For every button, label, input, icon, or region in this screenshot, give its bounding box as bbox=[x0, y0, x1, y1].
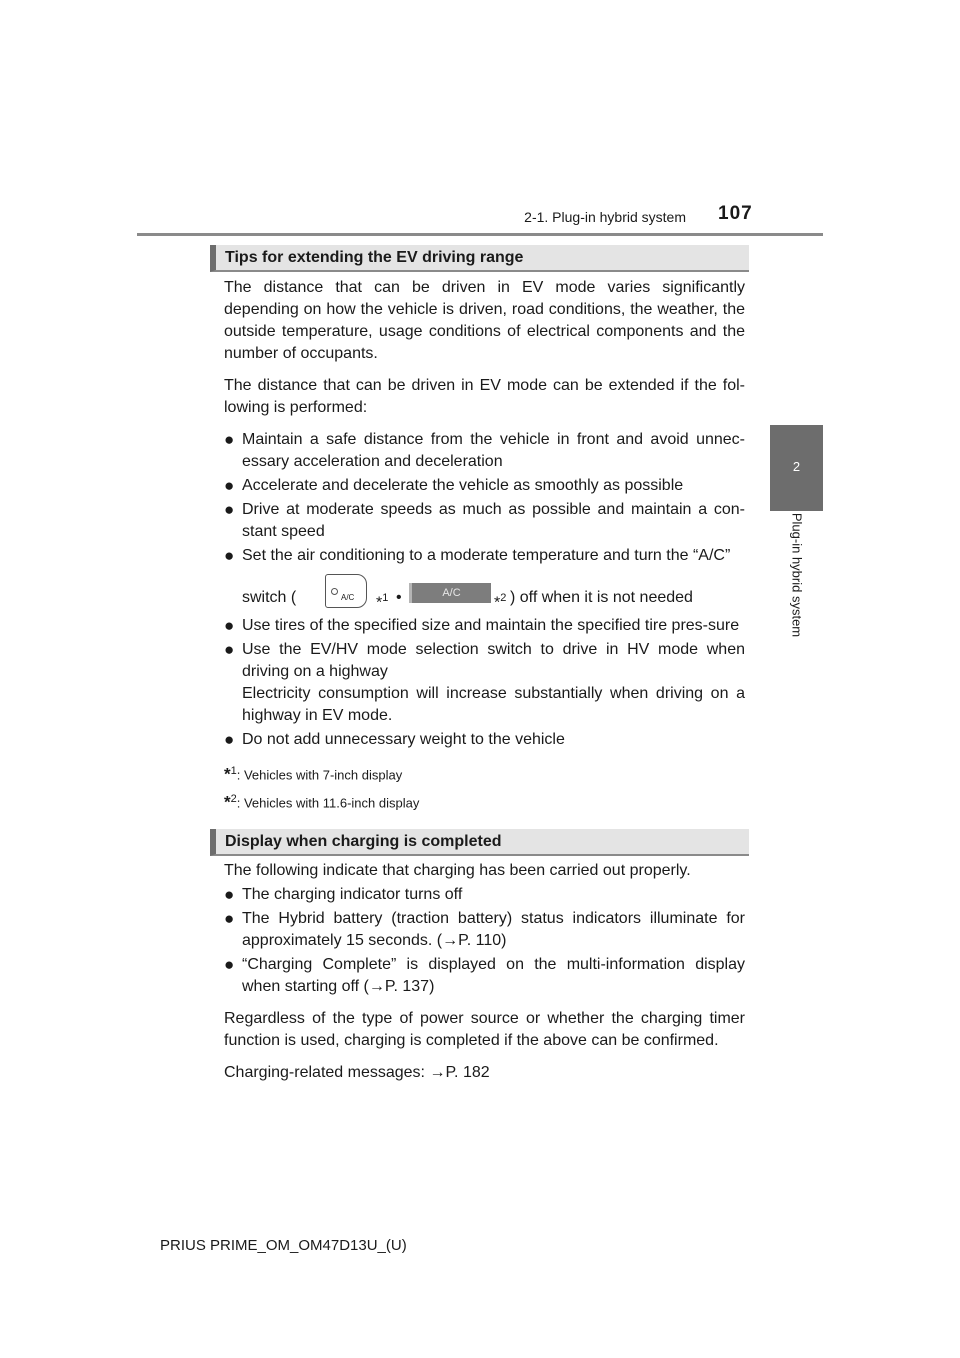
header-rule bbox=[137, 233, 823, 236]
paragraph: The distance that can be driven in EV mode can be extended if the fol-lowing is performed: bbox=[224, 377, 745, 416]
list-item bbox=[224, 475, 745, 497]
chapter-tab bbox=[770, 425, 823, 511]
section-heading-text: Display when charging is completed bbox=[225, 833, 502, 850]
switch-suffix: ) off when it is not needed bbox=[510, 589, 693, 606]
bullet-icon: ● bbox=[224, 885, 235, 904]
list-item bbox=[224, 615, 745, 637]
list-item bbox=[224, 954, 745, 998]
list-item-text: The Hybrid battery (traction battery) status indicators illuminate for approximately 15 seconds. (→P. 110) bbox=[242, 910, 745, 949]
list-item-text: “Charging Complete” is displayed on the multi-information display when starting off (→P. 137) bbox=[242, 956, 745, 995]
footnote-1: *$^1$: Vehicles with 7-inch display bbox=[224, 764, 403, 784]
list-item bbox=[224, 729, 745, 751]
indicator-led-icon bbox=[331, 588, 338, 595]
ac-button-label: A/C bbox=[341, 593, 355, 602]
section-heading-ev-range bbox=[210, 245, 749, 272]
list-item-text: Drive at moderate speeds as much as possible and maintain a con-stant speed bbox=[242, 501, 745, 540]
bullet-icon: ● bbox=[224, 955, 235, 974]
section-body-charging-complete bbox=[224, 860, 745, 1094]
list-item-text: The charging indicator turns off bbox=[242, 886, 463, 903]
list-item-text: Do not add unnecessary weight to the vehicle bbox=[242, 731, 565, 748]
list-item-text: Set the air conditioning to a moderate temperature and turn the “A/C” bbox=[242, 547, 731, 564]
cross-reference: Charging-related messages: →P. 182 bbox=[224, 1064, 490, 1081]
switch-prefix: switch ( bbox=[242, 589, 297, 606]
ac-button-7inch-icon bbox=[325, 574, 367, 608]
footnote-ref-1: *$^1$ bbox=[376, 592, 389, 612]
list-item-text: Maintain a safe distance from the vehicle in front and avoid unnec-essary acceleration and deceleration bbox=[242, 431, 745, 470]
bullet-icon: ● bbox=[224, 500, 235, 519]
section-heading-charging-complete bbox=[210, 829, 749, 856]
list-item bbox=[224, 499, 745, 543]
paragraph: The distance that can be driven in EV mode varies significantly depending on how the vehicle is driven, road conditions, the weather, the outside temperature, usage conditions of electrical components and the number of occupants. bbox=[224, 279, 745, 362]
list-item bbox=[224, 884, 745, 906]
paragraph: The following indicate that charging has been carried out properly. bbox=[224, 862, 691, 879]
section-heading-text: Tips for extending the EV driving range bbox=[225, 249, 524, 266]
list-item bbox=[224, 908, 745, 952]
bullet-icon: ● bbox=[224, 430, 235, 449]
bullet-icon: ● bbox=[224, 730, 235, 749]
bullet-icon: ● bbox=[224, 546, 235, 565]
bullet-icon: ● bbox=[224, 909, 235, 928]
list-item-subtext: Electricity consumption will increase substantially when driving on a highway in EV mode. bbox=[242, 685, 745, 724]
list-item bbox=[224, 545, 745, 613]
footnote-ref-2: *$^2$ bbox=[494, 592, 507, 612]
footer-model-code: PRIUS PRIME_OM_OM47D13U_(U) bbox=[160, 1237, 407, 1254]
ac-switch-line bbox=[242, 571, 745, 613]
list-item bbox=[224, 429, 745, 473]
bullet-icon: ● bbox=[224, 616, 235, 635]
list-item-text: Accelerate and decelerate the vehicle as smoothly as possible bbox=[242, 477, 684, 494]
footnotes bbox=[224, 759, 745, 816]
chapter-label: Plug-in hybrid system bbox=[789, 512, 805, 638]
paragraph: Regardless of the type of power source or whether the charging timer function is used, charging is completed if the above can be confirmed. bbox=[224, 1010, 745, 1049]
list-item-text: Use tires of the specified size and maintain the specified tire pres-sure bbox=[242, 617, 740, 634]
bullet-icon: ● bbox=[224, 640, 235, 659]
section-reference: 2-1. Plug-in hybrid system bbox=[524, 209, 686, 225]
section-body-ev-range bbox=[224, 277, 745, 816]
list-item-text: Use the EV/HV mode selection switch to drive in HV mode when driving on a highway bbox=[242, 641, 745, 680]
footnote-2: *$^2$: Vehicles with 11.6-inch display bbox=[224, 792, 420, 812]
page-number: 107 bbox=[718, 203, 753, 224]
switch-separator: • bbox=[396, 589, 402, 606]
ac-button-11inch-icon: A/C bbox=[409, 583, 491, 603]
bullet-icon: ● bbox=[224, 476, 235, 495]
chapter-number: 2 bbox=[792, 459, 801, 474]
list-item bbox=[224, 639, 745, 727]
